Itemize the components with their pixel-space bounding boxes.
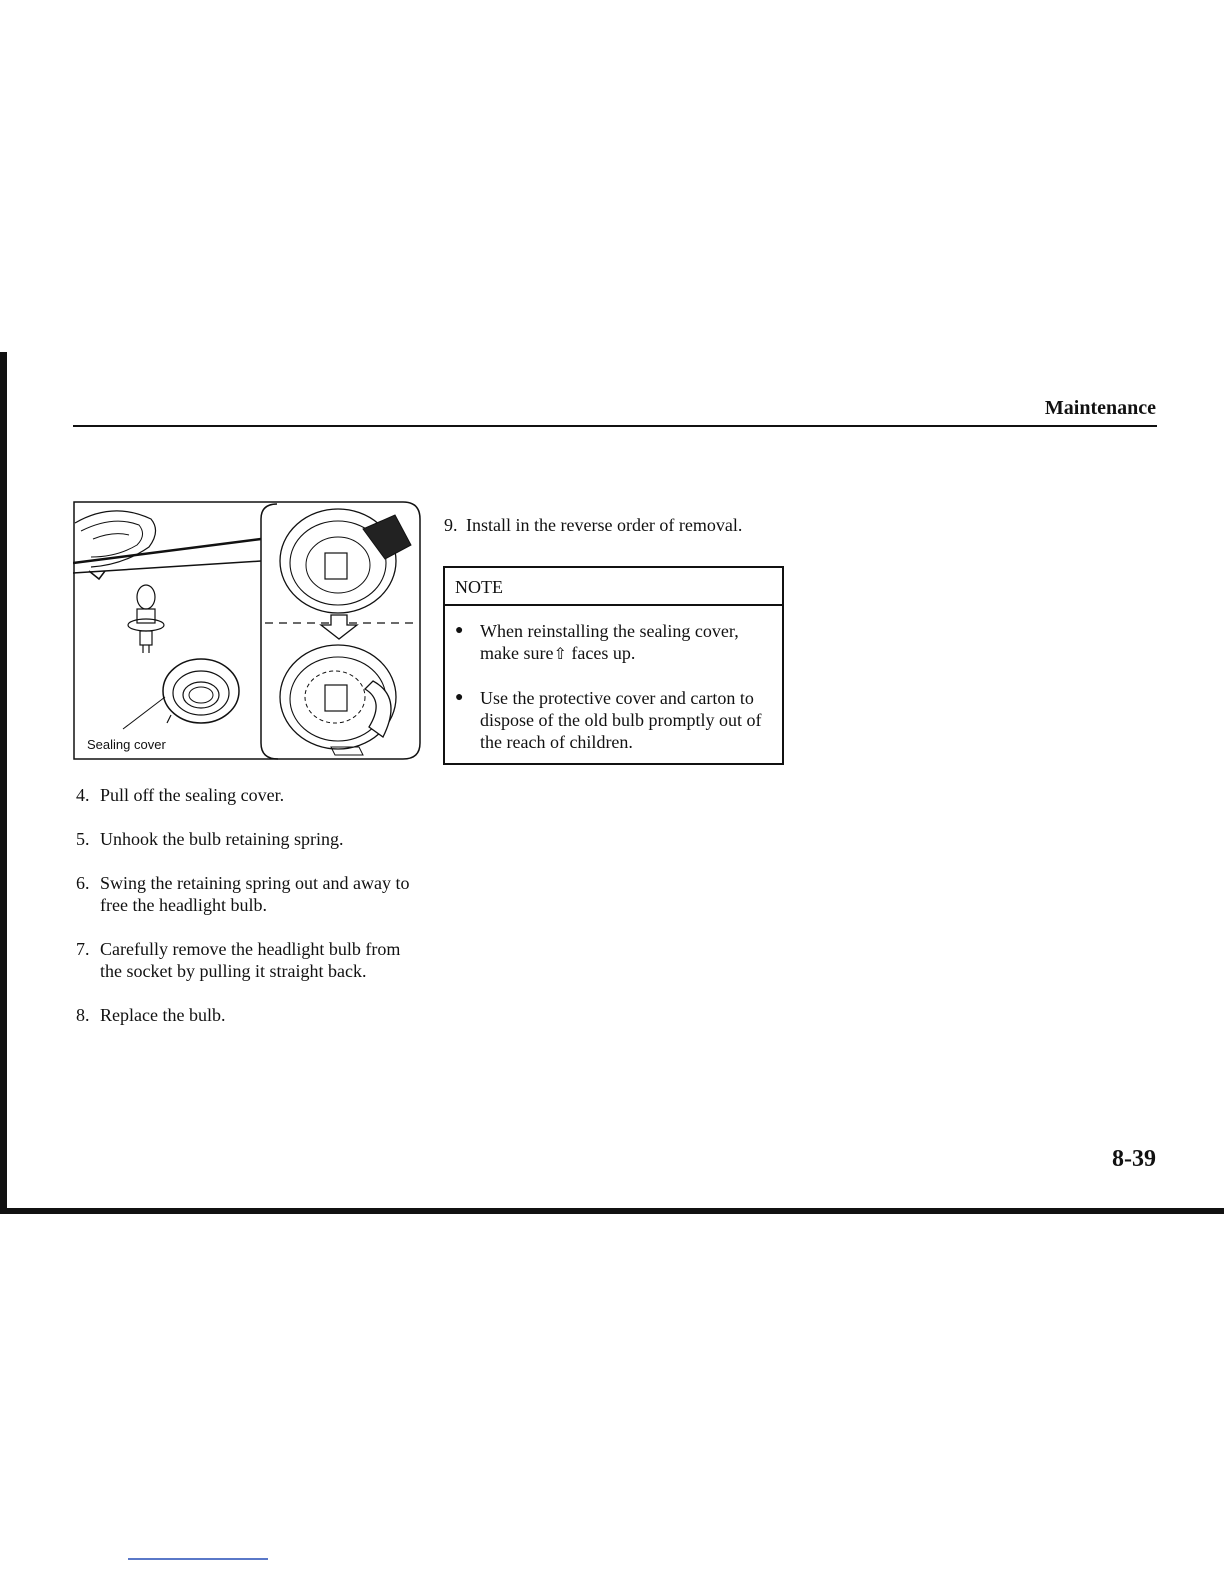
list-item bbox=[76, 828, 411, 850]
list-item bbox=[76, 1004, 411, 1026]
bullet-icon: ● bbox=[455, 623, 464, 638]
bottom-link-line bbox=[128, 1558, 268, 1560]
step-number: 9. bbox=[444, 515, 458, 535]
note-item bbox=[455, 620, 772, 665]
step-9 bbox=[444, 514, 804, 536]
header-rule bbox=[73, 425, 1157, 427]
headlight-bulb-icon bbox=[128, 585, 164, 653]
left-margin-bar bbox=[0, 352, 7, 1214]
section-title: Maintenance bbox=[1044, 397, 1156, 419]
down-arrow-icon bbox=[321, 615, 357, 639]
sealing-cover-label: Sealing cover bbox=[87, 737, 166, 752]
note-list bbox=[445, 606, 782, 753]
list-item bbox=[76, 938, 411, 982]
headlight-housing-icon bbox=[280, 509, 411, 613]
step-number: 8. bbox=[76, 1005, 90, 1025]
step-text: Unhook the bulb retaining spring. bbox=[100, 829, 344, 849]
step-list bbox=[76, 784, 411, 1048]
note-heading: NOTE bbox=[445, 568, 782, 606]
up-arrow-icon: ⇧ bbox=[553, 644, 567, 663]
step-text: Carefully remove the headlight bulb from the socket by pulling it straight back. bbox=[100, 939, 401, 981]
step-number: 4. bbox=[76, 785, 90, 805]
step-number: 6. bbox=[76, 873, 90, 893]
headlight-housing-icon bbox=[280, 645, 396, 755]
list-item bbox=[76, 784, 411, 806]
step-text: Swing the retaining spring out and away to free the headlight bulb. bbox=[100, 873, 410, 915]
step-number: 7. bbox=[76, 939, 90, 959]
list-item bbox=[76, 872, 411, 916]
bullet-icon: ● bbox=[455, 690, 464, 705]
step-text: Replace the bulb. bbox=[100, 1005, 226, 1025]
note-text: When reinstalling the sealing cover, make sure⇧ faces up. bbox=[480, 621, 739, 663]
bottom-margin-bar bbox=[0, 1208, 1224, 1214]
step-text: Install in the reverse order of removal. bbox=[466, 515, 743, 535]
step-text: Pull off the sealing cover. bbox=[100, 785, 285, 805]
note-box bbox=[443, 566, 784, 765]
headlight-bulb-figure bbox=[73, 501, 423, 761]
note-item bbox=[455, 687, 772, 753]
page-number: 8-39 bbox=[1112, 1146, 1156, 1172]
note-text: Use the protective cover and carton to dispose of the old bulb promptly out of the reach of children. bbox=[480, 688, 762, 752]
sealing-cover-icon bbox=[163, 659, 239, 723]
step-number: 5. bbox=[76, 829, 90, 849]
